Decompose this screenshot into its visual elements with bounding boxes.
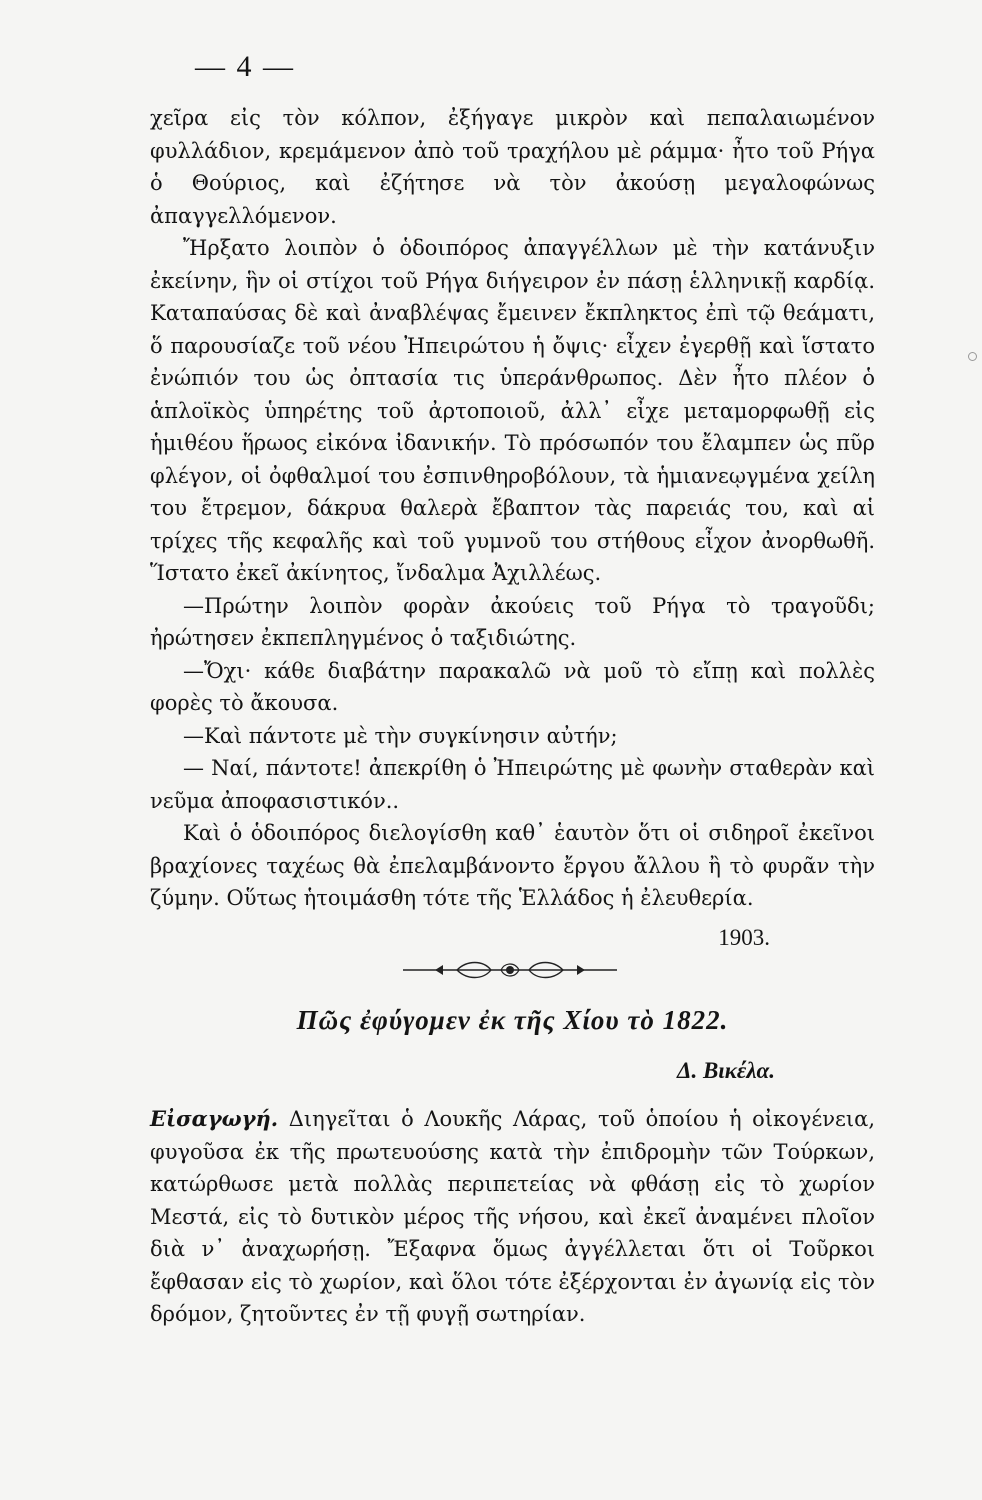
story-paragraph-3: —Πρώτην λοιπὸν φορὰν ἀκούεις τοῦ Ρήγα τὸ τραγοῦδι; ἠρώτησεν ἐκπεπληγμένος ὁ ταξιδιώτης. bbox=[150, 593, 875, 650]
paper-speck bbox=[968, 352, 977, 361]
story-paragraph-2: Ἤρξατο λοιπὸν ὁ ὁδοιπόρος ἀπαγγέλλων μὲ τὴν κατάνυξιν ἐκείνην, ἣν οἱ στίχοι τοῦ Ρήγα διήγειρον ἐν πάσῃ ἑλληνικῇ καρδίᾳ. Καταπαύσας δὲ καὶ ἀναβλέψας ἔμεινεν ἔκπληκτος ἐπὶ τῷ θεάματι, ὅ παρουσίαζε τοῦ νέου Ἠπειρώτου ἡ ὄψις· εἶχεν ἐγερθῇ καὶ ἵστατο ἐνώπιόν του ὡς ὀπτασία τις ὑπεράνθρωπος. Δὲν ἦτο πλέον ὁ ἁπλοϊκὸς ὑπηρέτης τοῦ ἀρτοποιοῦ, ἀλλ᾽ εἶχε μεταμορφωθῇ εἰς ἡμιθέου ἥρωος εἰκόνα ἰδανικήν. Τὸ πρόσωπόν του ἔλαμπεν ὡς πῦρ φλέγον, οἱ ὀφθαλμοί του ἐσπινθηροβόλουν, τὰ ἡμιανεῳγμένα χείλη του ἔτρεμον, δάκρυα θαλερὰ ἔβαπτον τὰς παρειάς του, καὶ αἱ τρίχες τῆς κεφαλῆς καὶ τοῦ γυμνοῦ του στήθους εἶχον ἀνορθωθῆ. Ἵστατο ἐκεῖ ἀκίνητος, ἴνδαλμα Ἀχιλλέως. bbox=[150, 236, 875, 585]
story-date: 1903. bbox=[718, 925, 770, 950]
page-number: — 4 — bbox=[195, 50, 295, 83]
introduction bbox=[150, 1103, 875, 1331]
introduction-paragraph bbox=[150, 1103, 875, 1331]
section-title: Πῶς ἐφύγομεν ἐκ τῆς Χίου τὸ 1822. bbox=[296, 1005, 729, 1035]
introduction-label: Εἰσαγωγή. bbox=[150, 1106, 279, 1131]
section-author: Δ. Βικέλα. bbox=[677, 1058, 775, 1083]
introduction-text: Διηγεῖται ὁ Λουκῆς Λάρας, τοῦ ὁποίου ἡ οἰκογένεια, φυγοῦσα ἐκ τῆς πρωτευούσης κατὰ τὴν ἐπιδρομὴν τῶν Τούρκων, κατώρθωσε μετὰ πολλὰς περιπετείας νὰ φθάσῃ εἰς τὸ χωρίον Μεστά, εἰς τὸ δυτικὸν μέρος τῆς νήσου, καὶ ἐκεῖ ἀναμένει πλοῖον διὰ ν᾽ ἀναχωρήσῃ. Ἔξαφνα ὅμως ἀγγέλλεται ὅτι οἱ Τοῦρκοι ἔφθασαν εἰς τὸ χωρίον, καὶ ὅλοι τότε ἐξέρχονται ἐν ἀγωνίᾳ εἰς τὸν δρόμον, ζητοῦντες ἐν τῇ φυγῇ σωτηρίαν. bbox=[150, 1107, 875, 1326]
story-paragraph-7: Καὶ ὁ ὁδοιπόρος διελογίσθη καθ᾽ ἑαυτὸν ὅτι οἱ σιδηροῖ ἐκεῖνοι βραχίονες ταχέως θὰ ἐπελαμβάνοντο ἔργου ἄλλου ἢ τὸ φυρᾶν τὴν ζύμην. Οὕτως ἡτοιμάσθη τότε τῆς Ἑλλάδος ἡ ἐλευθερία. bbox=[150, 821, 875, 910]
story-text bbox=[150, 102, 875, 915]
story-paragraph-5: —Καὶ πάντοτε μὲ τὴν συγκίνησιν αὐτήν; bbox=[183, 723, 618, 748]
story-paragraph-4: —Ὄχι· κάθε διαβάτην παρακαλῶ νὰ μοῦ τὸ εἴπῃ καὶ πολλὲς φορὲς τὸ ἄκουσα. bbox=[150, 658, 875, 715]
story-paragraph-1: χεῖρα εἰς τὸν κόλπον, ἐξήγαγε μικρὸν καὶ πεπαλαιωμένον φυλλάδιον, κρεμάμενον ἀπὸ τοῦ τραχήλου μὲ ράμμα· ἦτο τοῦ Ρήγα ὁ Θούριος, καὶ ἐζήτησε νὰ τὸν ἀκούσῃ μεγαλοφώνως ἀπαγγελλόμενον. bbox=[150, 106, 875, 228]
ornamental-divider-icon bbox=[395, 955, 625, 985]
story-paragraph-6: — Ναί, πάντοτε! ἀπεκρίθη ὁ Ἠπειρώτης μὲ φωνὴν σταθερὰν καὶ νεῦμα ἀποφασιστικόν.. bbox=[150, 756, 875, 813]
